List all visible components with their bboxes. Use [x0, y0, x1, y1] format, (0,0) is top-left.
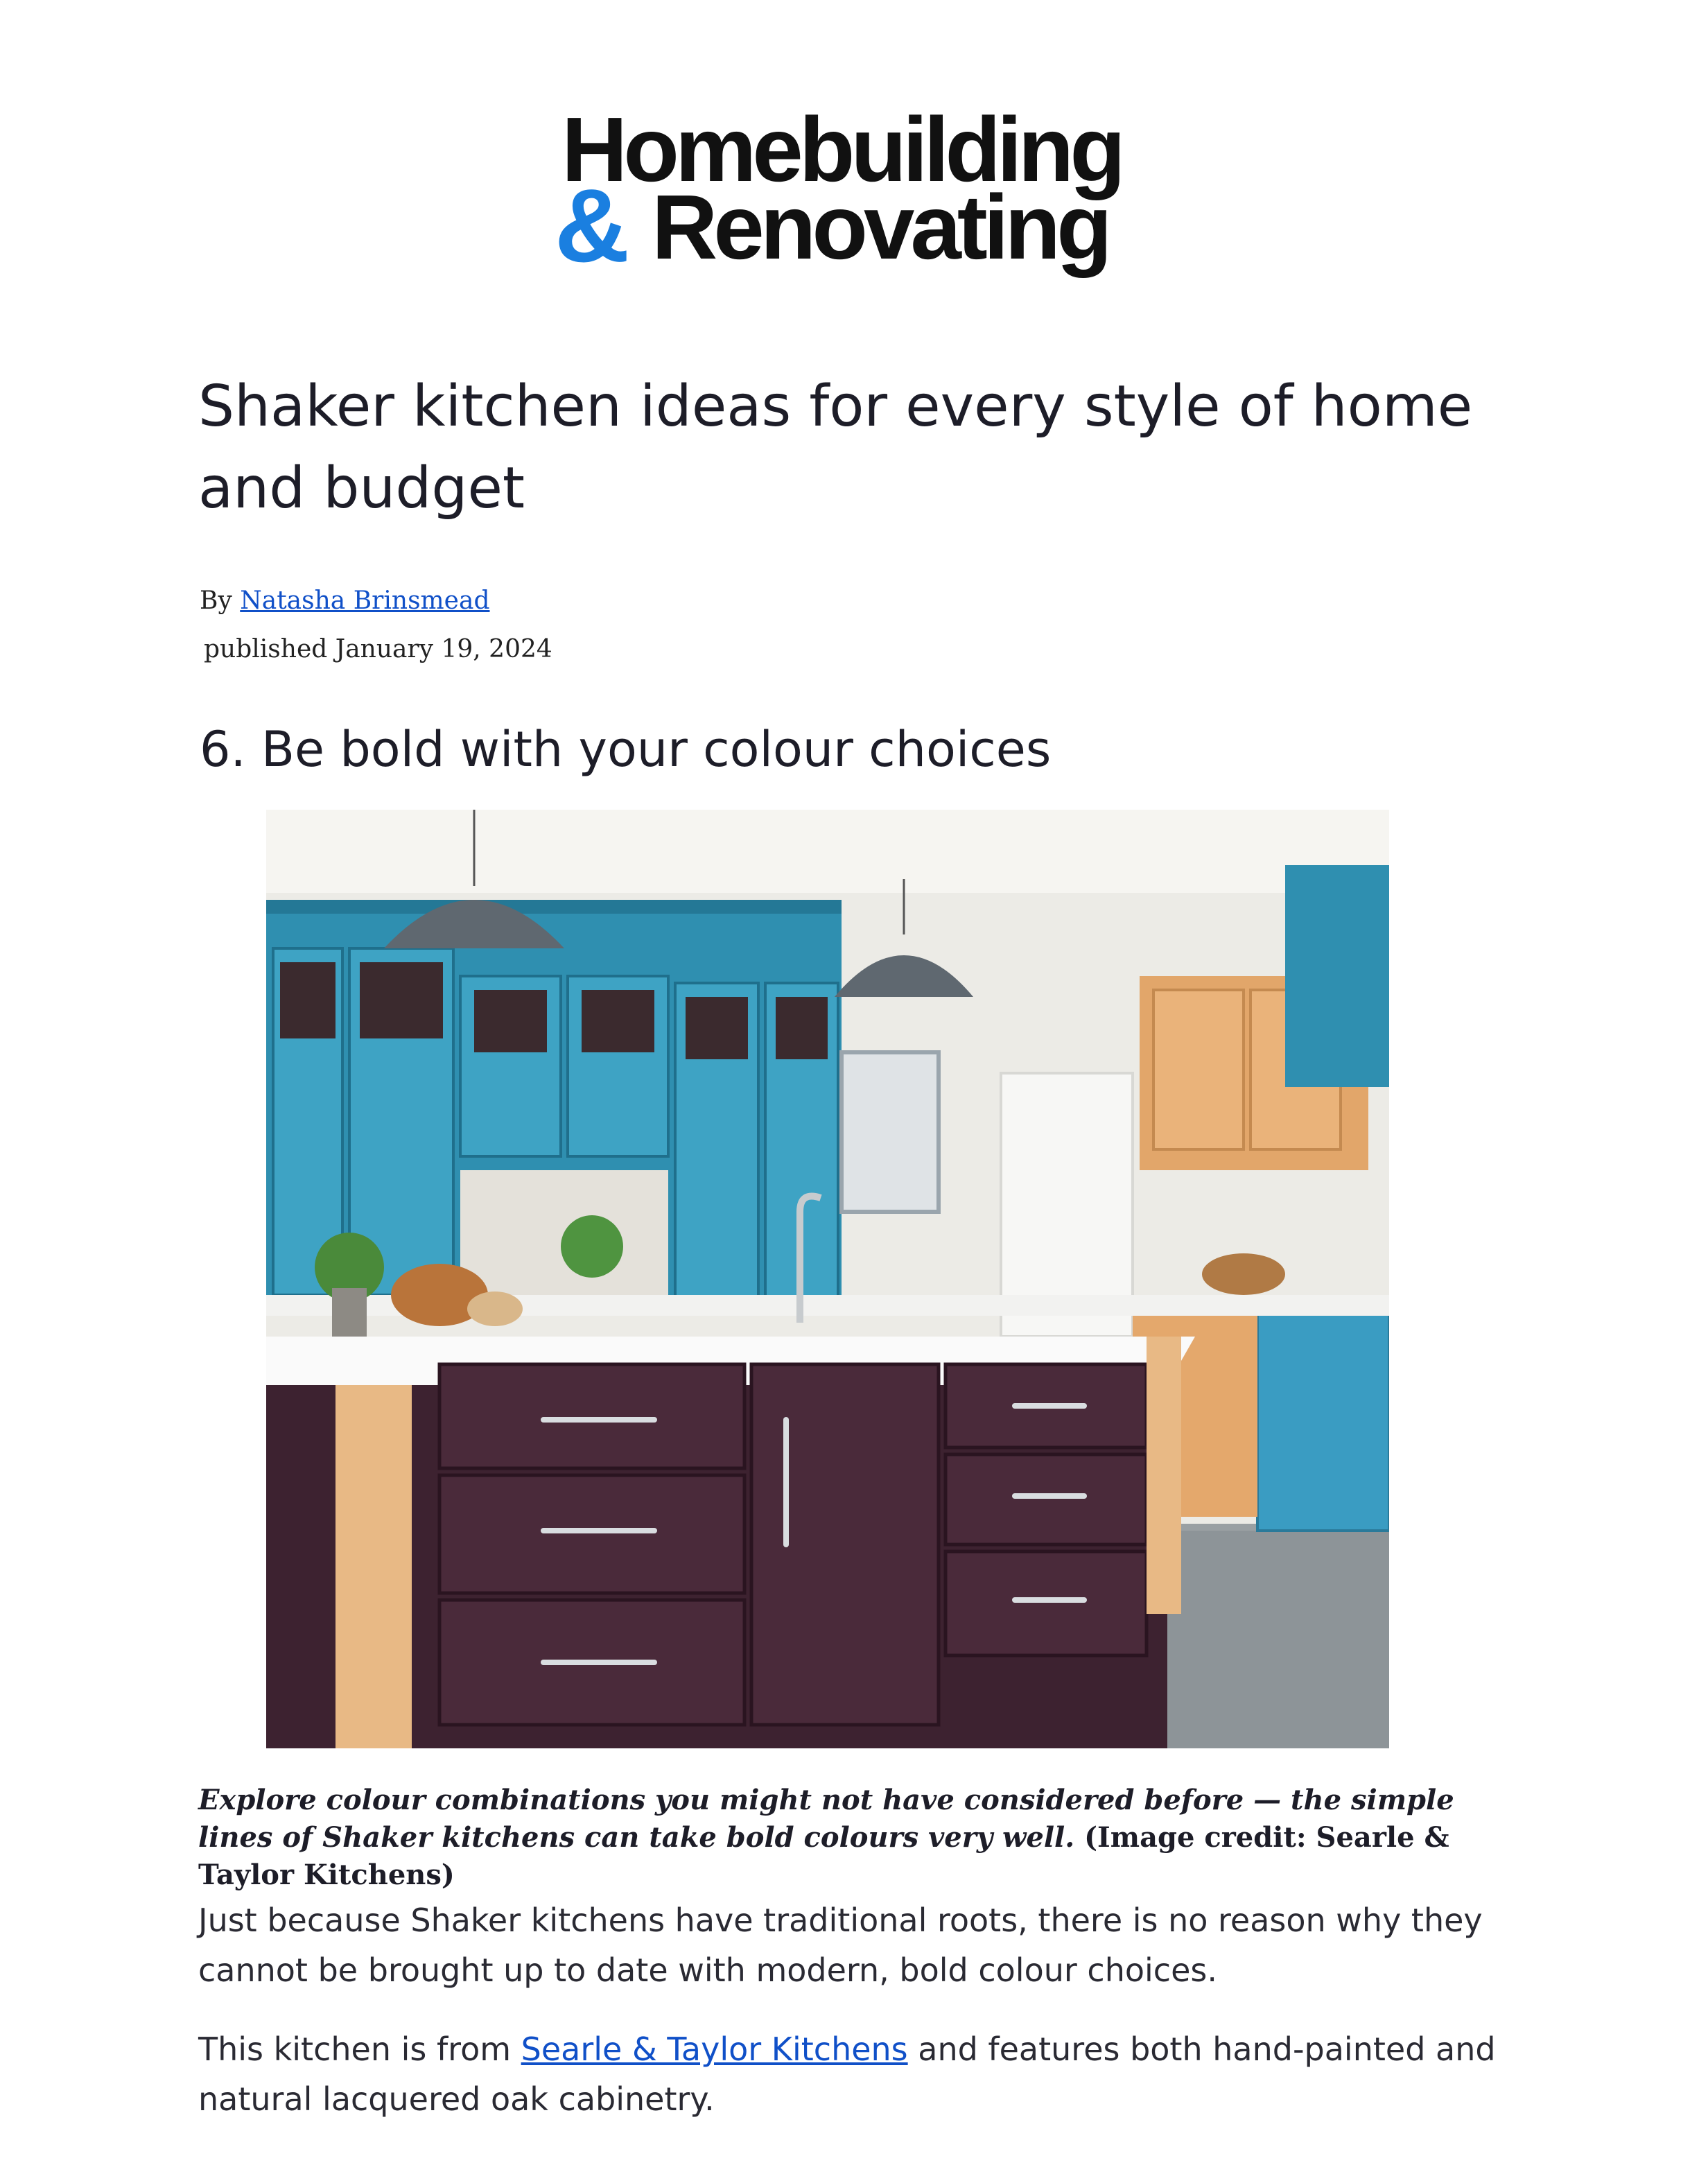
by-label: By: [200, 586, 232, 615]
section-heading: 6. Be bold with your colour choices: [200, 721, 1052, 778]
logo-word-renovating: Renovating: [652, 176, 1108, 278]
logo-ampersand: &: [555, 167, 627, 284]
body-paragraph-2: [198, 2024, 1515, 2124]
author-link[interactable]: Natasha Brinsmead: [240, 586, 490, 615]
searle-taylor-link[interactable]: Searle & Taylor Kitchens: [521, 2030, 908, 2068]
paragraph-2-post: and features both hand-painted and natural lacquered oak cabinetry.: [198, 2030, 1496, 2118]
caption-text: Explore colour combinations you might not have considered before — the simple lines of Shaker kitchens can take bold colours very well.: [198, 1784, 1454, 1854]
paragraph-2-pre: This kitchen is from: [198, 2030, 521, 2068]
published-date: published January 19, 2024: [204, 635, 552, 663]
image-caption: [198, 1782, 1515, 1894]
kitchen-photo: [266, 810, 1389, 1748]
logo-word-homebuilding: Homebuilding: [561, 98, 1122, 200]
site-logo[interactable]: [555, 98, 1151, 284]
byline: [200, 586, 490, 615]
article-title: Shaker kitchen ideas for every style of home and budget: [198, 374, 1473, 521]
body-paragraph-1: Just because Shaker kitchens have traditional roots, there is no reason why they cannot be brought up to date with modern, bold colour choices.: [198, 1902, 1483, 1989]
caption-credit: (Image credit: Searle & Taylor Kitchens): [198, 1821, 1449, 1891]
